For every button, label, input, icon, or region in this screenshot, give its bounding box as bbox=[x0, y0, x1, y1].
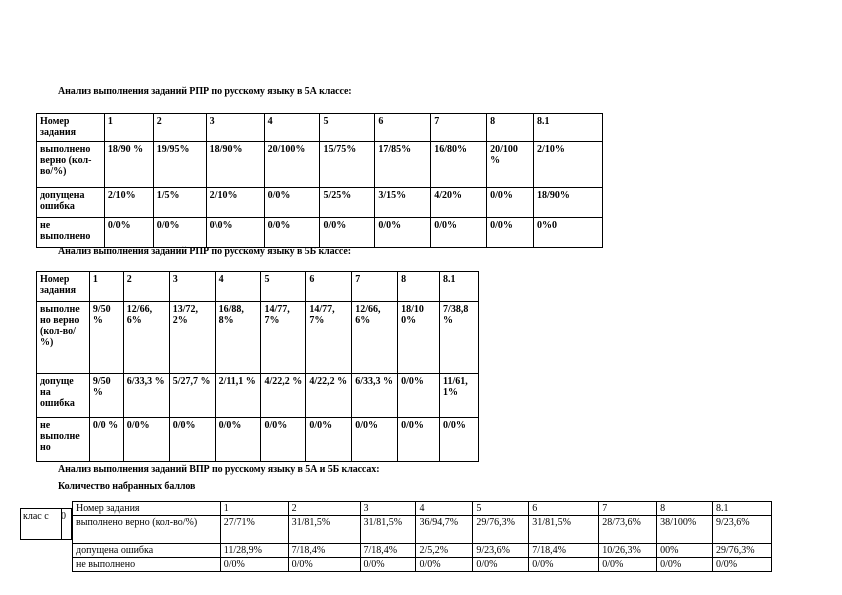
table-cell: 6 bbox=[529, 502, 599, 516]
table-cell: 0/0% bbox=[398, 374, 440, 418]
table-cell: 4/22,2 % bbox=[261, 374, 306, 418]
table-cell: 31/81,5% bbox=[288, 516, 360, 544]
table-cell: 0/0 % bbox=[89, 418, 123, 462]
table-cell: 7 bbox=[599, 502, 657, 516]
row-label-cell: Номер задания bbox=[37, 114, 105, 142]
table-cell: 0/0% bbox=[288, 558, 360, 572]
table-cell: 18/90% bbox=[206, 142, 264, 188]
row-label-cell: допуще на ошибка bbox=[37, 374, 90, 418]
table-cell: 18/90% bbox=[534, 188, 603, 218]
table-cell: 28/73,6% bbox=[599, 516, 657, 544]
table-cell: 8.1 bbox=[440, 272, 479, 302]
table-row bbox=[73, 544, 772, 558]
table-cell: 0/0% bbox=[599, 558, 657, 572]
table-cell: 14/77, 7% bbox=[261, 302, 306, 374]
table-cell: 0\0% bbox=[206, 218, 264, 248]
table2-body bbox=[37, 272, 479, 462]
table-cell: 0/0% bbox=[264, 218, 320, 248]
table-cell: 7/18,4% bbox=[288, 544, 360, 558]
table-cell: 7/18,4% bbox=[529, 544, 599, 558]
row-label-cell: допущена ошибка bbox=[73, 544, 221, 558]
table-cell: 2/10% bbox=[104, 188, 153, 218]
table-cell: 0/0% bbox=[306, 418, 352, 462]
table-cell: 9/50 % bbox=[89, 374, 123, 418]
table-cell: 1 bbox=[89, 272, 123, 302]
table-cell: 0/0% bbox=[215, 418, 261, 462]
table-cell: 4/20% bbox=[431, 188, 487, 218]
table-cell: 0/0% bbox=[169, 418, 215, 462]
row-label-cell: выполнено верно (кол-во/%) bbox=[73, 516, 221, 544]
table-cell: 0/0% bbox=[261, 418, 306, 462]
row-label-cell: выполне но верно (кол-во/ %) bbox=[37, 302, 90, 374]
table-cell: 2 bbox=[288, 502, 360, 516]
table-cell: 1/5% bbox=[153, 188, 206, 218]
row-label-cell: не выполнено bbox=[73, 558, 221, 572]
table-cell: 11/28,9% bbox=[220, 544, 288, 558]
table-cell: 5/27,7 % bbox=[169, 374, 215, 418]
row-label-cell: Номер задания bbox=[73, 502, 221, 516]
table-cell: 0/0% bbox=[375, 218, 431, 248]
table-5a-results bbox=[36, 113, 603, 248]
table-cell: 18/90 % bbox=[104, 142, 153, 188]
table-cell: 5 bbox=[473, 502, 529, 516]
table-cell: 1 bbox=[220, 502, 288, 516]
table-cell: 6/33,3 % bbox=[123, 374, 169, 418]
table3-body bbox=[73, 502, 772, 572]
table-cell: 20/100% bbox=[264, 142, 320, 188]
table-row bbox=[37, 218, 603, 248]
table-cell: 3 bbox=[169, 272, 215, 302]
table-cell: 38/100% bbox=[657, 516, 713, 544]
table-cell: 2/5,2% bbox=[416, 544, 473, 558]
table-cell: 11/61, 1% bbox=[440, 374, 479, 418]
table-cell: 4/22,2 % bbox=[306, 374, 352, 418]
table-cell: 5 bbox=[261, 272, 306, 302]
table-cell: 14/77, 7% bbox=[306, 302, 352, 374]
table-cell: 3 bbox=[360, 502, 416, 516]
table-5b-results bbox=[36, 271, 479, 462]
table-cell: 5 bbox=[320, 114, 375, 142]
table-cell: 8.1 bbox=[534, 114, 603, 142]
table-cell: 4 bbox=[215, 272, 261, 302]
table-cell: 2/10% bbox=[534, 142, 603, 188]
table-cell: 0/0% bbox=[487, 218, 534, 248]
table-cell: 0/0% bbox=[153, 218, 206, 248]
table-cell: 0/0% bbox=[264, 188, 320, 218]
table1-heading: Анализ выполнения заданий РПР по русскому языку в 5А классе: bbox=[58, 86, 352, 97]
table-cell: 7/38,8 % bbox=[440, 302, 479, 374]
row-label-cell: допущена ошибка bbox=[37, 188, 105, 218]
table-cell: 0/0% bbox=[352, 418, 398, 462]
table-row bbox=[73, 516, 772, 544]
table-cell: 9/23,6% bbox=[713, 516, 772, 544]
table-cell: 31/81,5% bbox=[529, 516, 599, 544]
table-cell: 29/76,3% bbox=[713, 544, 772, 558]
table-cell: 15/75% bbox=[320, 142, 375, 188]
table-cell: 0/0% bbox=[320, 218, 375, 248]
table-row bbox=[37, 272, 479, 302]
table-cell: 8 bbox=[487, 114, 534, 142]
table-cell: 0%0 bbox=[534, 218, 603, 248]
table-cell: 19/95% bbox=[153, 142, 206, 188]
table-row bbox=[37, 302, 479, 374]
table-cell: 9/23,6% bbox=[473, 544, 529, 558]
table-cell: 4 bbox=[264, 114, 320, 142]
table-cell: 13/72, 2% bbox=[169, 302, 215, 374]
table-cell: 00% bbox=[657, 544, 713, 558]
table-row bbox=[37, 188, 603, 218]
table-row bbox=[73, 502, 772, 516]
class-stub-value: 0 bbox=[61, 511, 66, 522]
table-cell: 7/18,4% bbox=[360, 544, 416, 558]
table-cell: 0/0% bbox=[713, 558, 772, 572]
class-stub-cell: клас с bbox=[21, 509, 62, 539]
table-cell: 2/10% bbox=[206, 188, 264, 218]
table-cell: 29/76,3% bbox=[473, 516, 529, 544]
table-cell: 7 bbox=[352, 272, 398, 302]
row-label-cell: выполнено верно (кол-во/%) bbox=[37, 142, 105, 188]
table-cell: 8 bbox=[398, 272, 440, 302]
table-row bbox=[37, 142, 603, 188]
table-cell: 16/80% bbox=[431, 142, 487, 188]
row-label-cell: не выполнено bbox=[37, 218, 105, 248]
table1-body bbox=[37, 114, 603, 248]
table-cell: 5/25% bbox=[320, 188, 375, 218]
table-cell: 10/26,3% bbox=[599, 544, 657, 558]
table-cell: 6 bbox=[375, 114, 431, 142]
table-cell: 0/0% bbox=[440, 418, 479, 462]
table-cell: 18/10 0% bbox=[398, 302, 440, 374]
table-cell: 0/0% bbox=[220, 558, 288, 572]
table-cell: 8 bbox=[657, 502, 713, 516]
table-cell: 2 bbox=[123, 272, 169, 302]
table-cell: 0/0% bbox=[473, 558, 529, 572]
table-cell: 12/66, 6% bbox=[123, 302, 169, 374]
table-cell: 9/50 % bbox=[89, 302, 123, 374]
table-row bbox=[37, 418, 479, 462]
table-cell: 0/0% bbox=[360, 558, 416, 572]
table-cell: 0/0% bbox=[123, 418, 169, 462]
table-cell: 16/88, 8% bbox=[215, 302, 261, 374]
table-cell: 36/94,7% bbox=[416, 516, 473, 544]
table2-heading: Анализ выполнения заданий РПР по русскому языку в 5Б классе: bbox=[58, 246, 351, 257]
table-cell: 0/0% bbox=[487, 188, 534, 218]
table-cell: 2/11,1 % bbox=[215, 374, 261, 418]
table-cell: 4 bbox=[416, 502, 473, 516]
score-count-heading: Количество набранных баллов bbox=[58, 481, 196, 492]
table-cell: 1 bbox=[104, 114, 153, 142]
class-stub-table bbox=[20, 508, 72, 540]
row-label-cell: не выполне но bbox=[37, 418, 90, 462]
table-cell: 8.1 bbox=[713, 502, 772, 516]
table-row bbox=[37, 114, 603, 142]
table3-heading: Анализ выполнения заданий ВПР по русскому языку в 5А и 5Б классах: bbox=[58, 464, 380, 475]
table-row bbox=[37, 374, 479, 418]
table-cell: 0/0% bbox=[104, 218, 153, 248]
table-cell: 0/0% bbox=[431, 218, 487, 248]
table-cell: 12/66, 6% bbox=[352, 302, 398, 374]
table-cell: 3/15% bbox=[375, 188, 431, 218]
table-cell: 27/71% bbox=[220, 516, 288, 544]
table-cell: 7 bbox=[431, 114, 487, 142]
table-cell: 6 bbox=[306, 272, 352, 302]
table-cell: 17/85% bbox=[375, 142, 431, 188]
table-cell: 3 bbox=[206, 114, 264, 142]
table-cell: 0/0% bbox=[657, 558, 713, 572]
table-cell: 0/0% bbox=[416, 558, 473, 572]
table-cell: 20/100 % bbox=[487, 142, 534, 188]
table-cell: 0/0% bbox=[398, 418, 440, 462]
table-cell: 2 bbox=[153, 114, 206, 142]
table-row bbox=[73, 558, 772, 572]
table-cell: 6/33,3 % bbox=[352, 374, 398, 418]
table-5ab-results bbox=[72, 501, 772, 572]
table-cell: 31/81,5% bbox=[360, 516, 416, 544]
row-label-cell: Номер задания bbox=[37, 272, 90, 302]
table-cell: 0/0% bbox=[529, 558, 599, 572]
